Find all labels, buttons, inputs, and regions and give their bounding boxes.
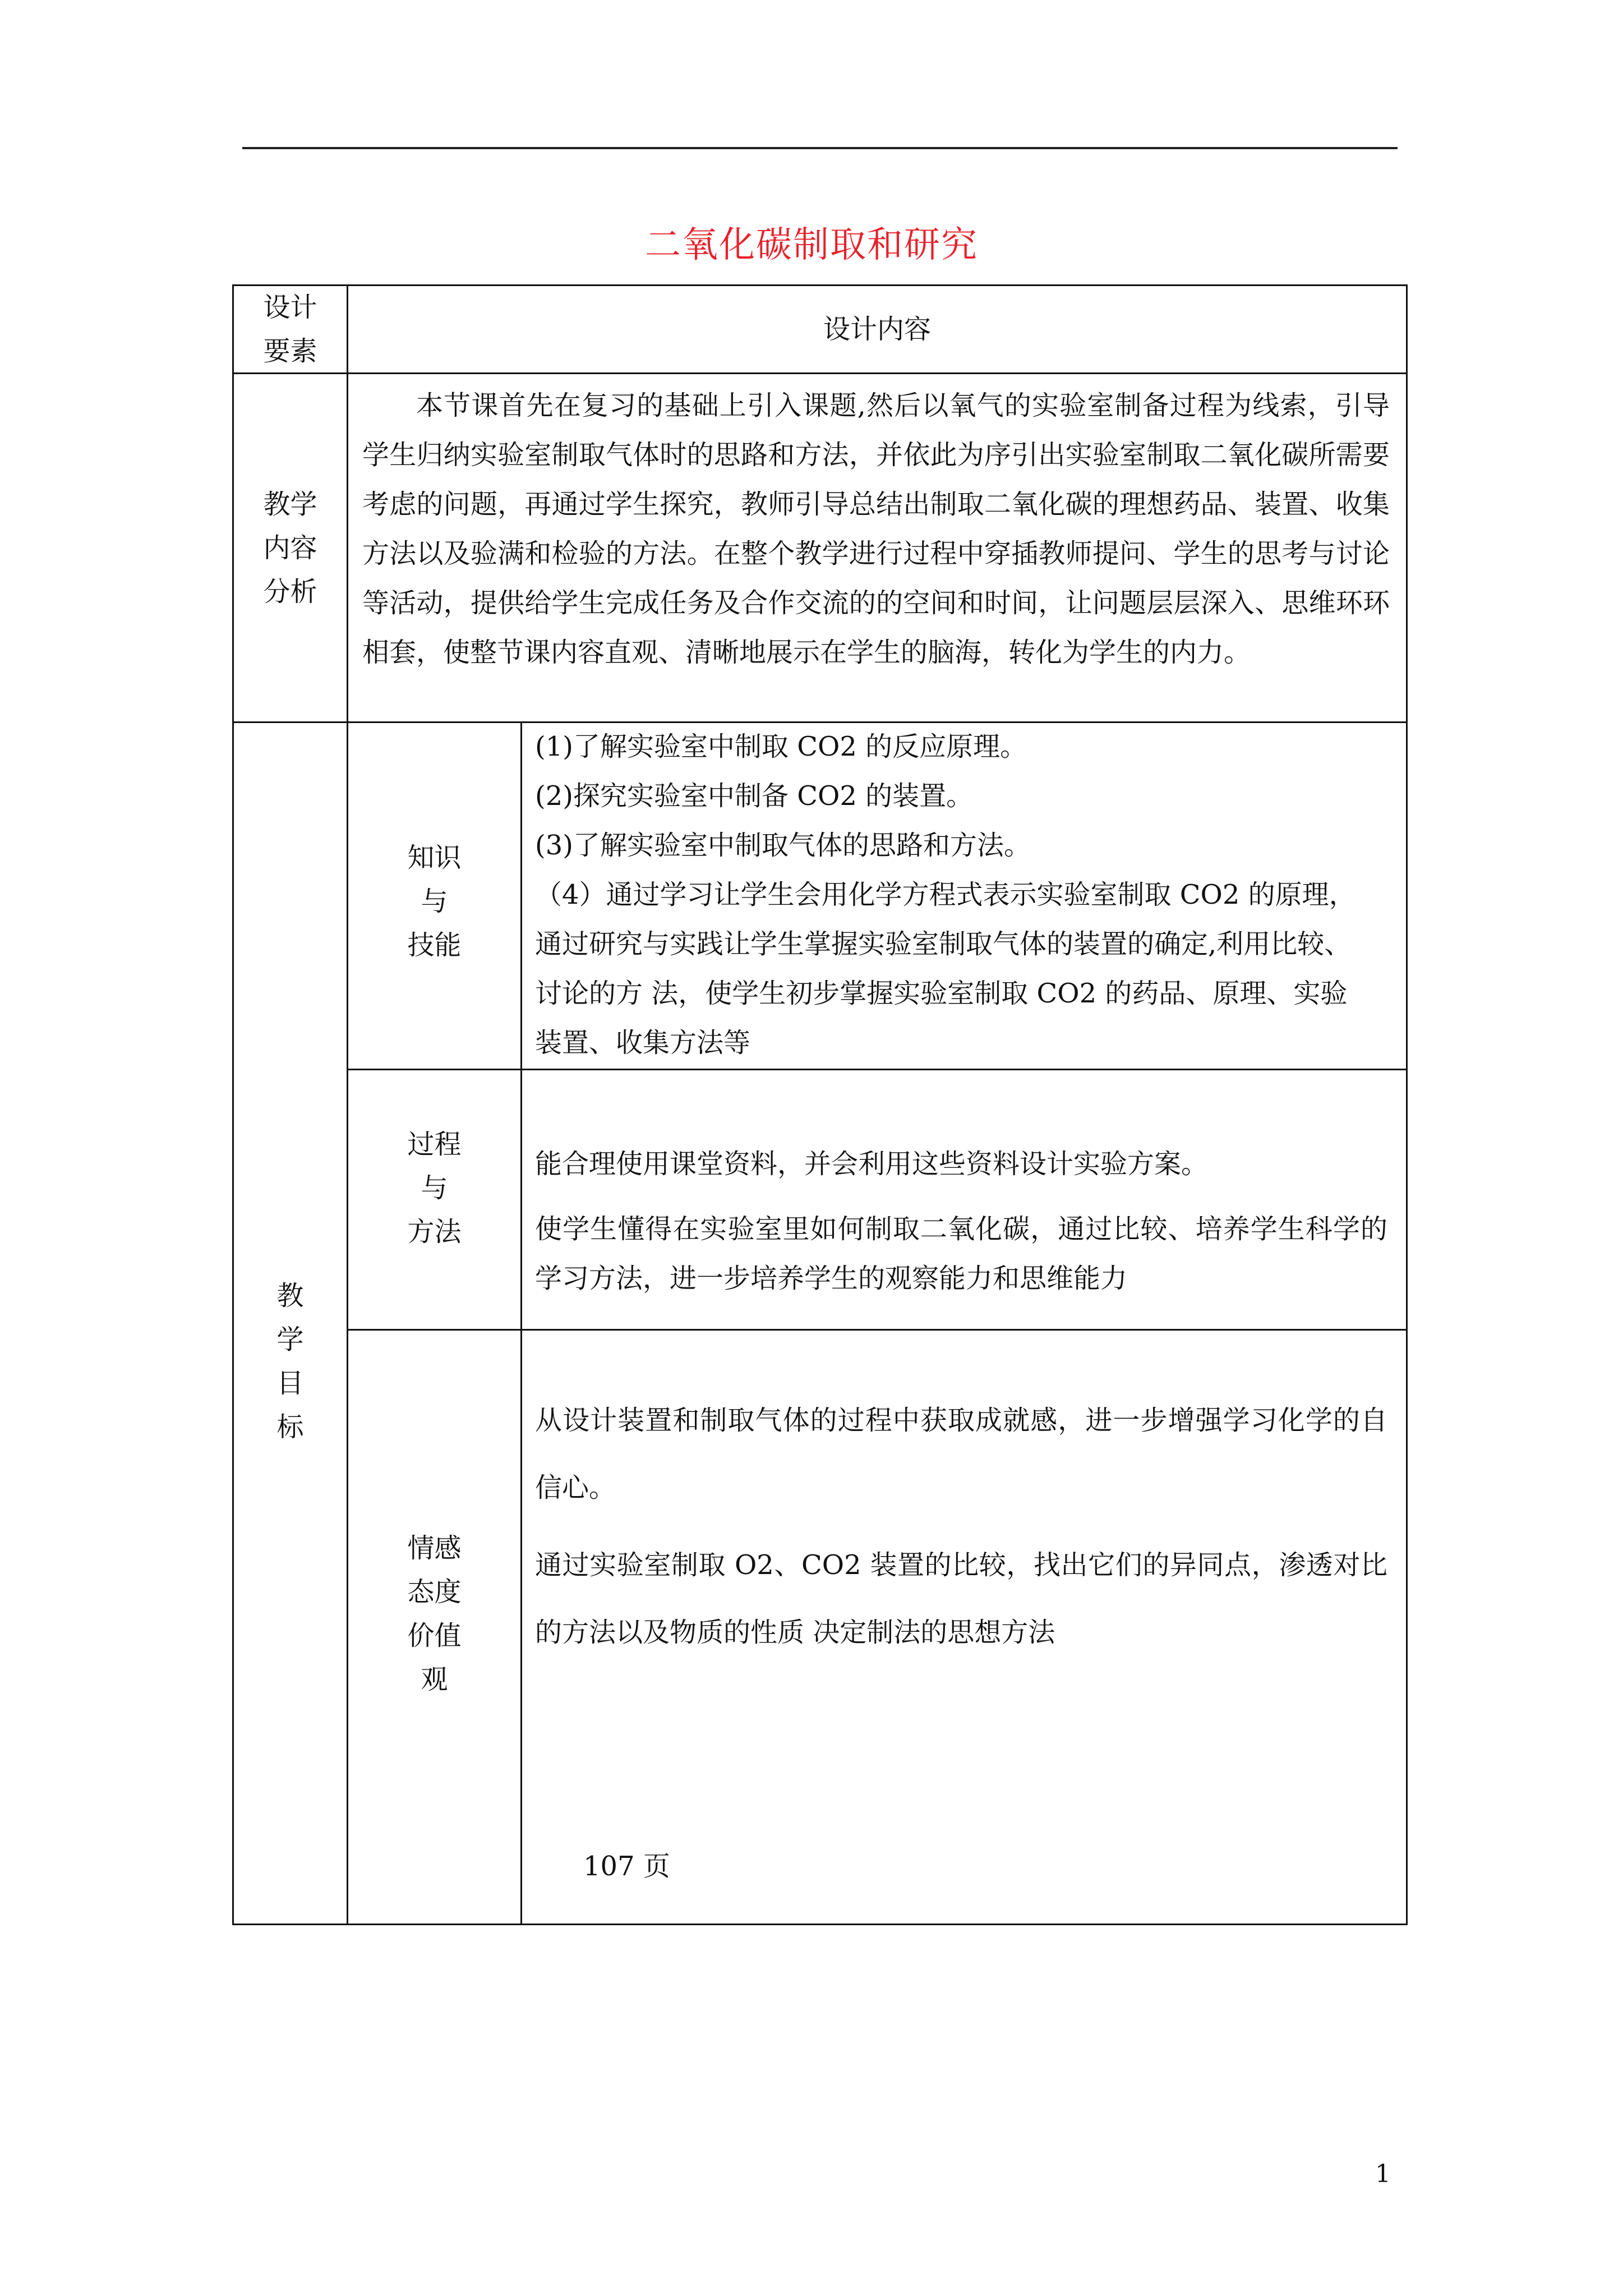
- attitude-content: [535, 1387, 1387, 1666]
- header-element-label-line: 设计: [263, 292, 317, 323]
- table-border-right: [1406, 284, 1408, 1925]
- knowledge-line: 装置、收集方法等: [535, 1027, 751, 1059]
- analysis-label: [234, 374, 347, 721]
- attitude-label-line: 观: [421, 1664, 448, 1695]
- lesson-plan-table: [232, 284, 1408, 1925]
- knowledge-label-line: 技能: [407, 930, 462, 961]
- knowledge-line: 讨论的方 法，使学生初步掌握实验室制取 CO2 的药品、原理、实验: [535, 978, 1348, 1009]
- attitude-label-line: 情感: [407, 1533, 462, 1564]
- analysis-label-line: 内容: [263, 532, 317, 564]
- knowledge-label-line: 知识: [407, 842, 462, 873]
- attitude-label-line: 价值: [407, 1620, 462, 1651]
- header-rule: [242, 147, 1398, 149]
- process-label-line: 方法: [407, 1216, 462, 1248]
- knowledge-label-line: 与: [421, 886, 448, 917]
- knowledge-line: (3)了解实验室中制取气体的思路和方法。: [535, 830, 1031, 861]
- objectives-label-char: 学: [276, 1324, 304, 1355]
- process-paragraph: 使学生懂得在实验室里如何制取二氧化碳，通过比较、培养学生科学的学习方法，进一步培养学生的观察能力和思维能力: [535, 1213, 1387, 1294]
- process-label: [348, 1121, 520, 1255]
- objectives-label: [234, 1266, 347, 1457]
- table-rule-process: [347, 1329, 1408, 1331]
- attitude-paragraph: 从设计装置和制取气体的过程中获取成就感，进一步增强学习化学的自信心。: [535, 1405, 1387, 1503]
- knowledge-line: 通过研究与实践让学生掌握实验室制取气体的装置的确定,利用比较、: [535, 928, 1352, 960]
- header-content-label: 设计内容: [823, 314, 931, 345]
- objectives-label-char: 教: [276, 1280, 304, 1312]
- knowledge-content: [535, 722, 1399, 1068]
- analysis-content: [362, 381, 1390, 677]
- header-element-label: [234, 286, 347, 372]
- process-label-line: 过程: [407, 1129, 462, 1160]
- table-rule-col2: [520, 721, 522, 1925]
- process-label-line: 与: [421, 1172, 448, 1204]
- process-paragraph: 能合理使用课堂资料，并会利用这些资料设计实验方案。: [535, 1148, 1209, 1180]
- attitude-paragraph: 通过实验室制取 O2、CO2 装置的比较，找出它们的异同点，渗透对比的方法以及物质的性质 决定制法的思想方法: [535, 1549, 1387, 1648]
- header-element-label-line: 要素: [263, 335, 317, 367]
- table-rule-knowledge: [347, 1069, 1408, 1070]
- knowledge-line: （4）通过学习让学生会用化学方程式表示实验室制取 CO2 的原理，: [535, 879, 1356, 910]
- document-title: 二氧化碳制取和研究: [645, 224, 978, 266]
- table-rule-header: [232, 372, 1408, 374]
- attitude-label-line: 态度: [407, 1576, 462, 1608]
- objectives-label-char: 标: [276, 1411, 304, 1443]
- table-border-bottom: [232, 1924, 1408, 1925]
- process-content: [535, 1139, 1387, 1303]
- analysis-label-line: 分析: [263, 576, 317, 608]
- page-reference: 107 页: [583, 1851, 670, 1882]
- analysis-label-line: 教学: [263, 488, 317, 520]
- knowledge-line: (2)探究实验室中制备 CO2 的装置。: [535, 780, 974, 812]
- attitude-label: [348, 1524, 520, 1704]
- knowledge-line: (1)了解实验室中制取 CO2 的反应原理。: [535, 731, 1027, 762]
- analysis-text: 本节课首先在复习的基础上引入课题,然后以氧气的实验室制备过程为线索，引导学生归纳实验室制取气体时的思路和方法，并依此为序引出实验室制取二氧化碳所需要考虑的问题，再通过学生探究，教师引导总结出制取二氧化碳的理想药品、装置、收集方法以及验满和检验的方法。在整个教学进行过程中穿插教师提问、学生的思考与讨论等活动，提供给学生完成任务及合作交流的的空间和时间，让问题层层深入、思维环环相套，使整节课内容直观、清晰地展示在学生的脑海，转化为学生的内力。: [362, 390, 1390, 668]
- page-number: 1: [1375, 2160, 1391, 2188]
- knowledge-label: [348, 817, 520, 986]
- objectives-label-char: 目: [276, 1368, 304, 1399]
